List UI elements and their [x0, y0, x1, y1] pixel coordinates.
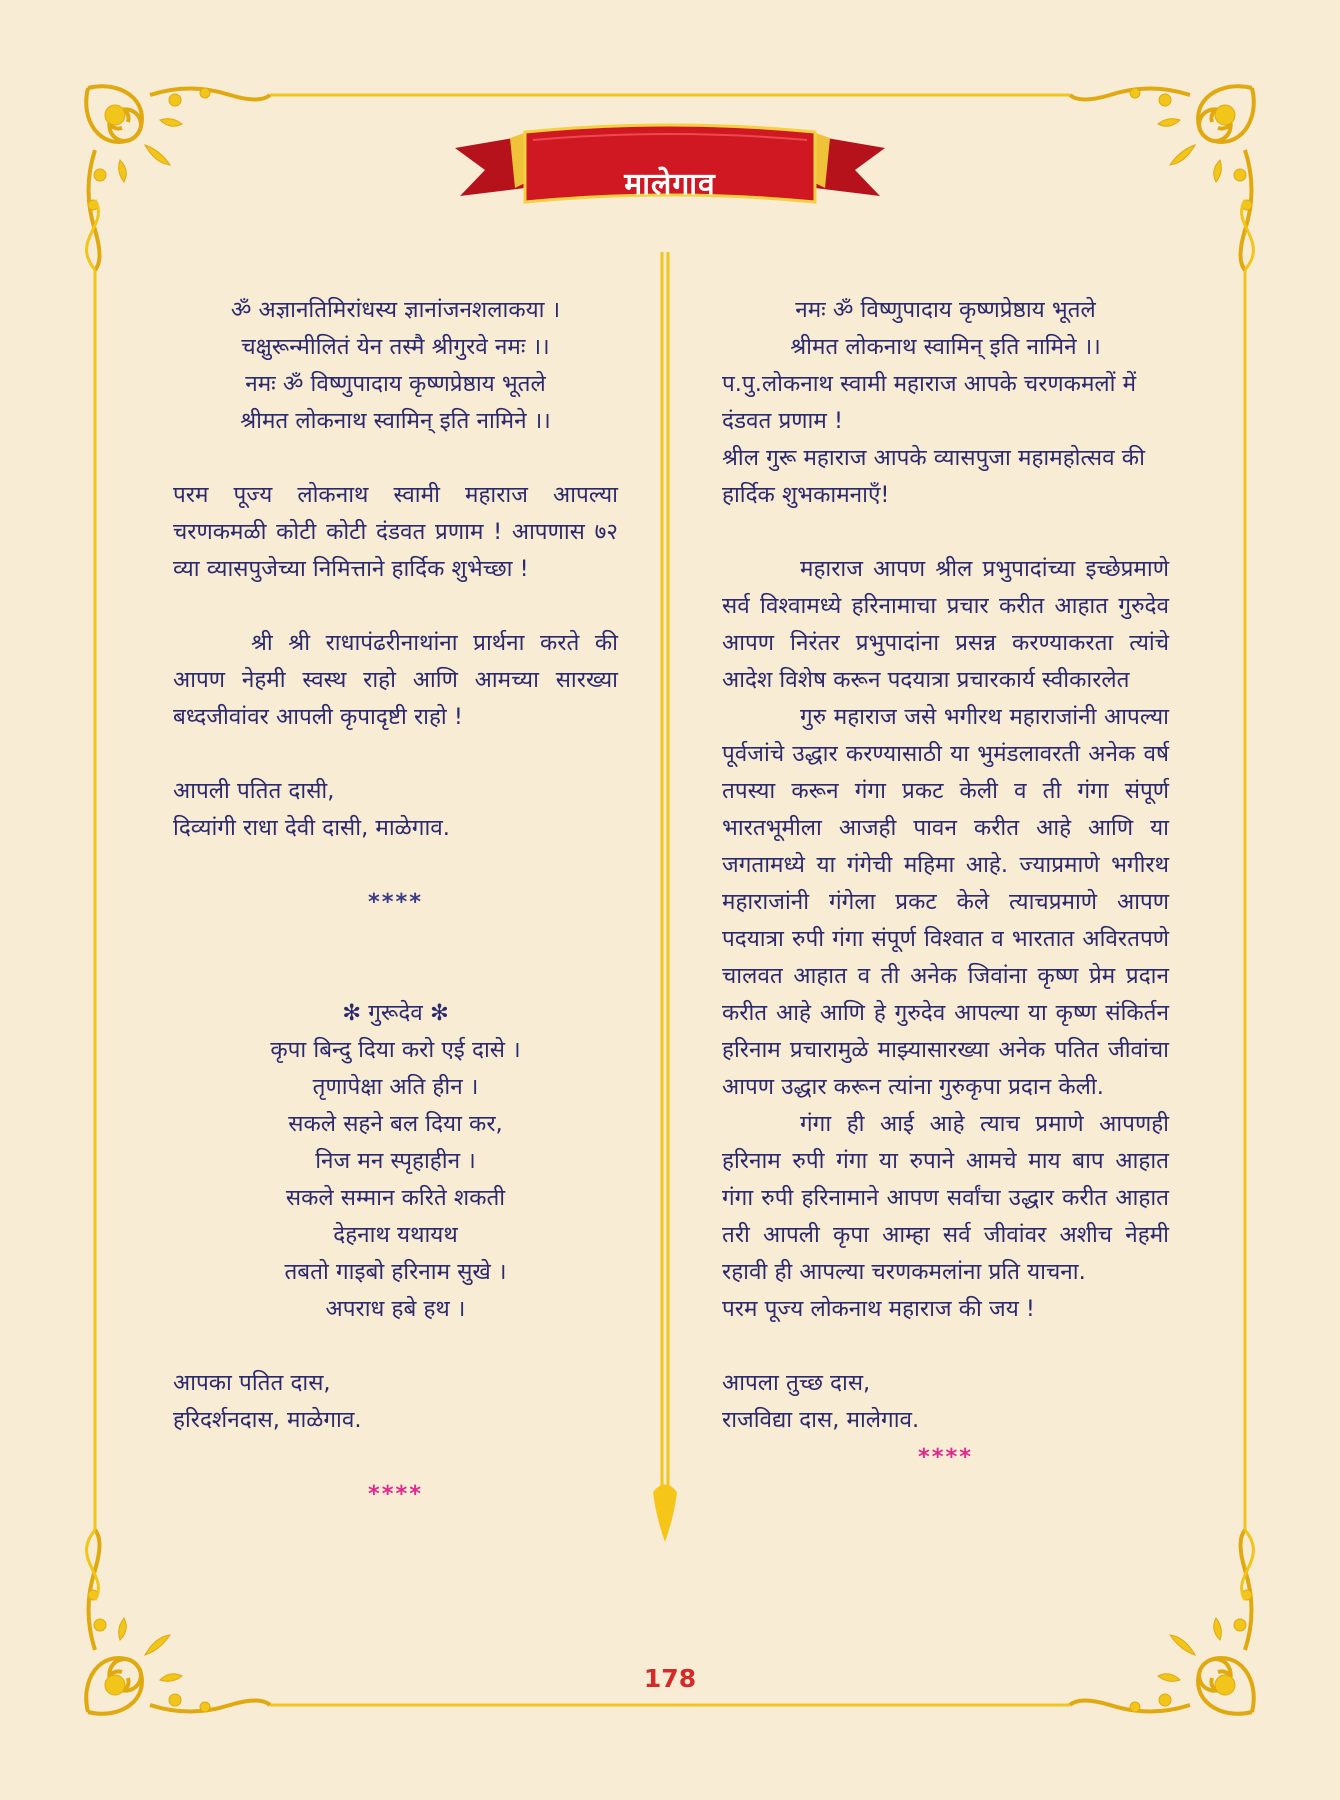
signature-line: आपली पतित दासी, [173, 778, 335, 804]
corner-ornament-bottom-right [1070, 1530, 1254, 1714]
poem-line: देहनाथ यथायथ [333, 1222, 458, 1248]
center-divider [650, 252, 680, 1542]
poem-line: सकले सहने बल दिया कर, [288, 1111, 503, 1137]
banner-title: मालेगाव [624, 167, 716, 202]
poem-line: निज मन स्पृहाहीन । [315, 1148, 476, 1174]
body-paragraph: गुरु महाराज जसे भगीरथ महाराजांनी आपल्या पूर्वजांचे उद्धार करण्यासाठी या भुमंडलावरती अनेक वर्ष तपस्या करून गंगा प्रकट केली व ती गंगा संपूर्ण भारतभूमीला आजही पावन करीत आहे आणि या जगतामध्ये या गंगेची महिमा आहे. ज्याप्रमाणे भगीरथ महाराजांनी गंगेला प्रकट केले त्याचप्रमाणे आपण पदयात्रा रुपी गंगा संपूर्ण विश्वात व भारतात अविरतपणे चालवत आहात व ती अनेक जिवांना कृष्ण प्रेम प्रदान करीत आहे आणि हे गुरुदेव आपल्या या कृष्ण संकिर्तन हरिनाम प्रचारामुळे माझ्यासारख्या अनेक पतित जीवांचा आपण उद्धार करून त्यांना गुरुकृपा प्रदान केली. [722, 704, 1169, 1100]
left-column [173, 292, 618, 1513]
corner-ornament-bottom-left [86, 1530, 270, 1714]
shloka-line: श्रीमत लोकनाथ स्वामिन् इति नामिने ।। [790, 334, 1101, 360]
signature-name: हरिदर्शनदास, माळेगाव. [173, 1407, 362, 1433]
invocation-shloka [173, 292, 618, 440]
right-column [722, 292, 1169, 1476]
poem [173, 995, 618, 1328]
poem-title: ✻ गुरूदेव ✻ [342, 1000, 449, 1026]
closing-line: परम पूज्य लोकनाथ महाराज की जय ! [722, 1296, 1035, 1322]
poem-line: तृणापेक्षा अति हीन । [312, 1074, 479, 1100]
signature-line: आपला तुच्छ दास, [722, 1370, 871, 1396]
body-paragraph: महाराज आपण श्रील प्रभुपादांच्या इच्छेप्रमाणे सर्व विश्वामध्ये हरिनामाचा प्रचार करीत आहात गुरुदेव आपण निरंतर प्रभुपादांना प्रसन्न करण्याकरता त्यांचे आदेश विशेष करून पदयात्रा प्रचारकार्य स्वीकारलेत [722, 556, 1169, 693]
greeting-paragraph: प.पु.लोकनाथ स्वामी महाराज आपके चरणकमलों में दंडवत प्रणाम ! [722, 371, 1137, 434]
separator-stars: **** [917, 1444, 974, 1470]
shloka-line: नमः ॐ विष्णुपादाय कृष्णप्रेष्ठाय भूतले [795, 297, 1096, 323]
shloka-line: नमः ॐ विष्णुपादाय कृष्णप्रेष्ठाय भूतले [245, 371, 546, 397]
poem-line: तबतो गाइबो हरिनाम सुखे । [284, 1259, 507, 1285]
prayer-paragraph: श्री श्री राधापंढरीनाथांना प्रार्थना करते की आपण नेहमी स्वस्थ राहो आणि आमच्या सारख्या बध्दजीवांवर आपली कृपादृष्टी राहो ! [173, 630, 618, 730]
shloka-line: चक्षुरून्मीलितं येन तस्मै श्रीगुरवे नमः ।। [241, 334, 550, 360]
corner-ornament-top-left [86, 86, 270, 270]
poem-line: अपराध हबे हथ । [325, 1296, 466, 1322]
body-paragraph: गंगा ही आई आहे त्याच प्रमाणे आपणही हरिनाम रुपी गंगा या रुपाने आमचे माय बाप आहात गंगा रुपी हरिनामाने आपण सर्वांचा उद्धार करीत आहात तरी आपली कृपा आम्हा सर्व जीवांवर अशीच नेहमी रहावी ही आपल्या चरणकमलांना प्रति याचना. [722, 1111, 1169, 1285]
signature-line: आपका पतित दास, [173, 1370, 331, 1396]
separator-stars: **** [367, 889, 424, 915]
wishes-paragraph: श्रील गुरू महाराज आपके व्यासपुजा महामहोत्सव की हार्दिक शुभकामनाएँ! [722, 445, 1145, 508]
signature-name: राजविद्या दास, मालेगाव. [722, 1407, 920, 1433]
corner-ornament-top-right [1070, 86, 1254, 270]
greeting-paragraph: परम पूज्य लोकनाथ स्वामी महाराज आपल्या चरणकमळी कोटी कोटी दंडवत प्रणाम ! आपणास ७२ व्या व्यासपुजेच्या निमित्ताने हार्दिक शुभेच्छा ! [173, 482, 618, 582]
signature-name: दिव्यांगी राधा देवी दासी, माळेगाव. [173, 815, 450, 841]
shloka-line: श्रीमत लोकनाथ स्वामिन् इति नामिने ।। [240, 408, 551, 434]
invocation-shloka [722, 292, 1169, 366]
page-number: 178 [643, 1664, 697, 1693]
signature [173, 773, 618, 847]
signature [722, 1365, 1169, 1439]
poem-line: सकले सम्मान करिते शकती [285, 1185, 506, 1211]
poem-line: कृपा बिन्दु दिया करो एई दासे । [270, 1037, 521, 1063]
shloka-line: ॐ अज्ञानतिमिरांधस्य ज्ञानांजनशलाकया । [230, 297, 561, 323]
signature [173, 1365, 618, 1439]
separator-stars: **** [367, 1481, 424, 1507]
